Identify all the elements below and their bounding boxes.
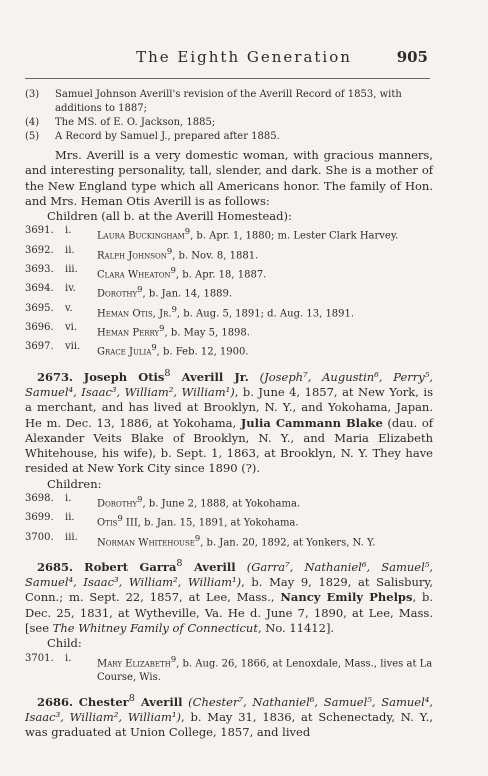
intro-paragraph: Mrs. Averill is a very domestic woman, with gracious manners, and interesting personality, tall, slender, and dark. She is a mother of the New England type which all Americans honor. The family of Hon. and Mrs. Heman Otis Averill is as follows: (25, 148, 433, 208)
child-entry: 3692. ii. Ralph Johnson$^9$, b. Nov. 8, 1881. (25, 244, 259, 262)
genealogy-entry-2685: 2685. Robert Garra$^8$ Averill (Garra⁷, Nathaniel⁶, Samuel⁵, Samuel⁴, Isaac³, William², William¹), b. May 9, 1829, at Salisbury, Conn.; m. Sept. 22, 1857, at Lee, Mass., Nancy Emily Phelps, b. Dec. 25, 1831, at Wytheville, Va. He d. June 7, 1890, at Lee, Mass. [see The Whitney Family of Connecticut, No. 11412]. (25, 557, 434, 635)
source-list (25, 88, 433, 144)
child-entry: 3697. vii. Grace Julia$^9$, b. Feb. 12, 1900. (25, 341, 249, 358)
children-heading: Child: (47, 636, 82, 651)
page-body (25, 88, 433, 741)
genealogy-entry-2686: 2686. Chester$^8$ Averill (Chester⁷, Nathaniel⁶, Samuel⁵, Samuel⁴, Isaac³, William², William¹), b. May 31, 1836, at Schenectady, N. Y., was graduated at Union College, 1857, and lived (25, 692, 434, 740)
running-title: The Eighth Generation (136, 48, 352, 66)
children-list-1 (25, 224, 433, 359)
child-entry: 3700. iii. Norman Whitehouse$^9$, b. Jan. 20, 1892, at Yonkers, N. Y. (25, 531, 376, 548)
child-entry: 3695. v. Heman Otis, Jr.$^9$, b. Aug. 5, 1891; d. Aug. 13, 1891. (25, 302, 355, 320)
genealogy-entry-2673: 2673. Joseph Otis$^8$ Averill Jr. (Joseph⁷, Augustin⁶, Perry⁵, Samuel⁴, Isaac³, William², William¹), b. June 4, 1857, at New York, is a merchant, and has lived at Brooklyn, N. Y., and Yokohama, Japan. He m. Dec. 13, 1886, at Yokohama, Julia Cammann Blake (dau. of Alexander Veits Blake of Brooklyn, N. Y., and Maria Elizabeth Whitehouse, his wife), b. Sept. 1, 1863, at Brooklyn, N. Y. They have resided at New York City since 1890 (?). (25, 367, 434, 476)
child-entry: 3698. i. Dorothy$^9$, b. June 2, 1888, at Yokohama. (25, 492, 301, 510)
children-heading: Children: (47, 476, 102, 491)
children-list-2 (25, 492, 433, 550)
child-entry: 3696. vi. Heman Perry$^9$, b. May 5, 1898. (25, 322, 250, 339)
page-header (0, 48, 488, 78)
source-item: (5) A Record by Samuel J., prepared after 1885. (25, 131, 280, 142)
child-entry: 3699. ii. Otis$^9$ III, b. Jan. 15, 1891, at Yokohama. (25, 512, 299, 529)
source-item: (3) Samuel Johnson Averill's revision of the Averill Record of 1853, with additions to 1887; (25, 89, 402, 114)
children-list-3 (25, 652, 433, 685)
child-entry: 3701. i. Mary Elizabeth$^9$, b. Aug. 26, 1866, at Lenoxdale, Mass., lives at La Course, Wis. (25, 652, 433, 683)
source-item: (4) The MS. of E. O. Jackson, 1885; (25, 117, 216, 128)
child-entry: 3693. iii. Clara Wheaton$^9$, b. Apr. 18, 1887. (25, 264, 267, 281)
header-rule (25, 78, 430, 79)
children-heading: Children (all b. at the Averill Homestead): (47, 209, 292, 224)
child-entry: 3691. i. Laura Buckingham$^9$, b. Apr. 1, 1880; m. Lester Clark Harvey. (25, 225, 399, 242)
child-entry: 3694. iv. Dorothy$^9$, b. Jan. 14, 1889. (25, 283, 233, 300)
page-number: 905 (396, 48, 428, 66)
